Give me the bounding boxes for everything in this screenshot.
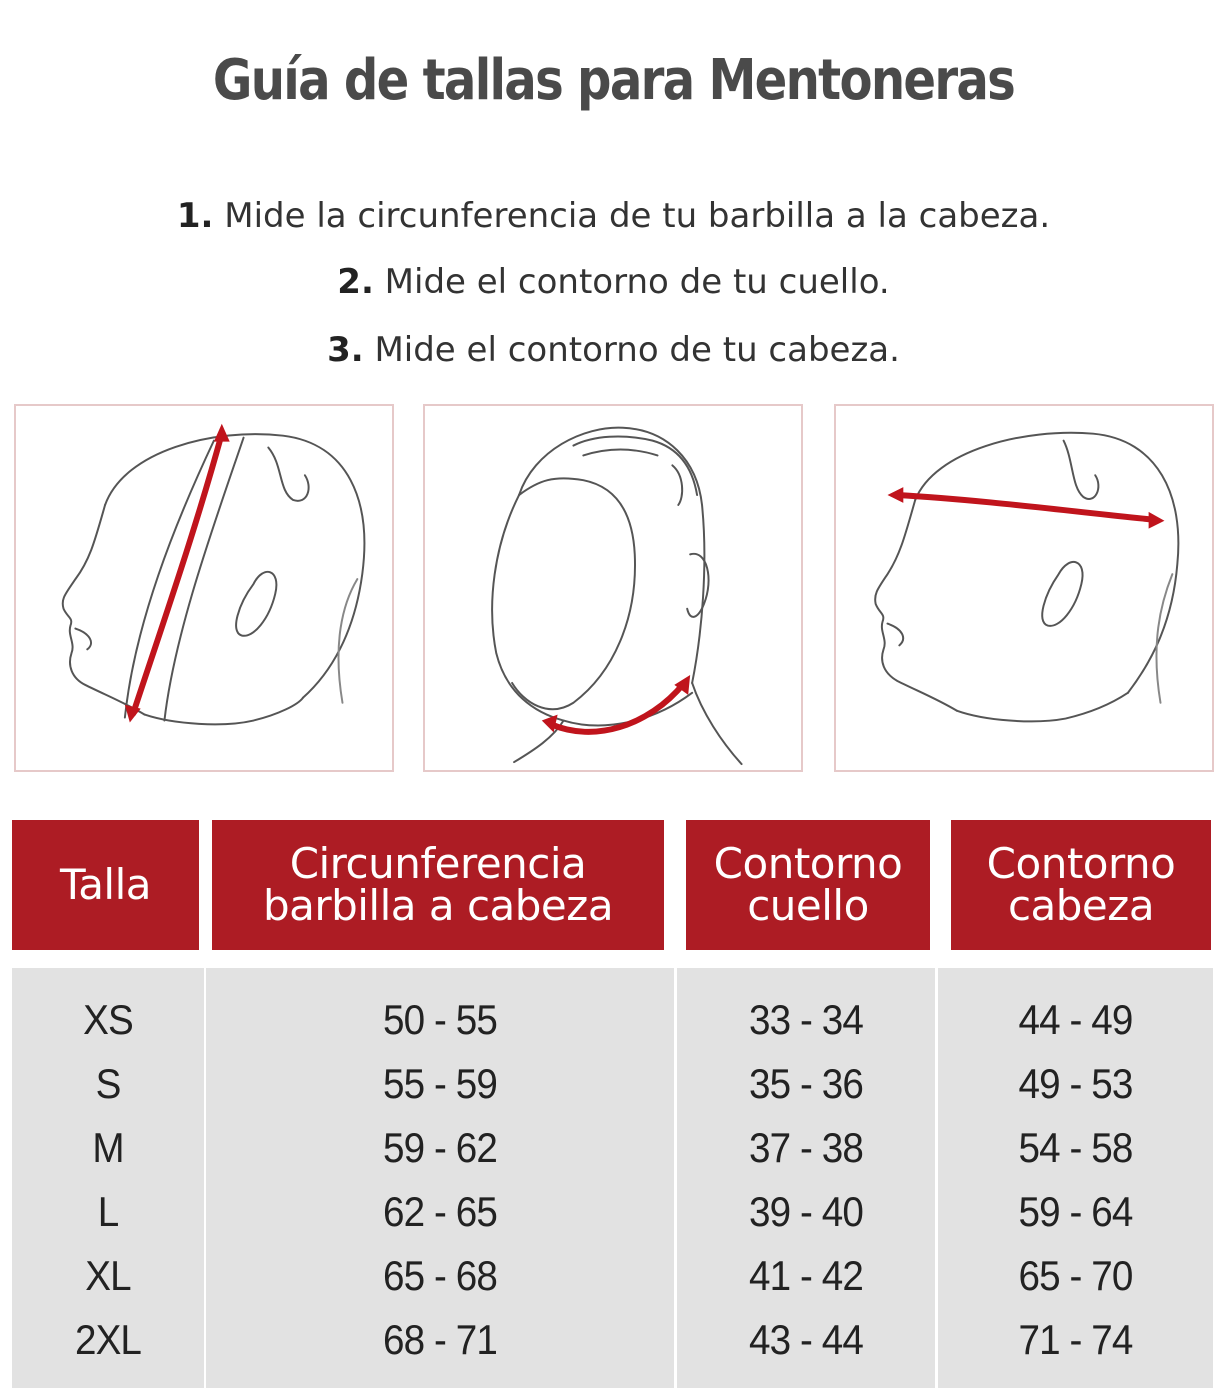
table-cell: 39 - 40: [749, 1188, 863, 1235]
table-cell: 50 - 55: [383, 996, 497, 1043]
step-2: [0, 262, 1227, 302]
table-cell: 33 - 34: [749, 996, 863, 1043]
table-cell: 59 - 62: [383, 1124, 497, 1171]
page-title: Guía de tallas para Mentoneras: [212, 48, 1015, 113]
table-cell: 68 - 71: [383, 1316, 497, 1363]
head-back-icon: [425, 406, 801, 770]
illustration-neck-contour: [423, 404, 803, 772]
step-text: Mide la circunferencia de tu barbilla a la cabeza.: [213, 196, 1051, 236]
table-cell: 44 - 49: [1018, 996, 1133, 1043]
table-cell: XS: [83, 996, 133, 1043]
column-header-neck: [686, 820, 930, 950]
header-line: cabeza: [1007, 881, 1155, 930]
table-cell: 49 - 53: [1018, 1060, 1133, 1107]
table-cell: 54 - 58: [1018, 1124, 1133, 1171]
table-cell: 37 - 38: [749, 1124, 863, 1171]
step-text: Mide el contorno de tu cuello.: [373, 262, 890, 302]
step-number: 2.: [337, 262, 374, 302]
table-cell: 41 - 42: [749, 1252, 863, 1299]
header-line: Contorno: [986, 839, 1176, 888]
table-cell: L: [97, 1188, 119, 1235]
step-text: Mide el contorno de tu cabeza.: [363, 330, 900, 370]
illustration-head-contour: [834, 404, 1214, 772]
table-cell: XL: [85, 1252, 131, 1299]
table-cell: 35 - 36: [749, 1060, 863, 1107]
table-cell: 71 - 74: [1018, 1316, 1133, 1363]
header-line: Contorno: [713, 839, 903, 888]
table-cell: 62 - 65: [383, 1188, 497, 1235]
table-cell: M: [92, 1124, 124, 1171]
step-number: 3.: [327, 330, 364, 370]
header-line: Talla: [59, 860, 151, 909]
step-1: [0, 196, 1227, 236]
step-number: 1.: [176, 196, 214, 236]
header-line: cuello: [747, 881, 869, 930]
header-line: barbilla a cabeza: [262, 881, 614, 930]
table-cell: S: [95, 1060, 121, 1107]
table-cell: 43 - 44: [749, 1316, 863, 1363]
step-3: [0, 330, 1227, 370]
table-cell: 55 - 59: [383, 1060, 497, 1107]
column-header-chin-to-head: [212, 820, 664, 950]
table-cell: 65 - 68: [383, 1252, 497, 1299]
head-profile-icon: [836, 406, 1212, 770]
column-header-size: [12, 820, 199, 950]
column-header-head: [951, 820, 1211, 950]
table-cell: 59 - 64: [1018, 1188, 1133, 1235]
header-line: Circunferencia: [289, 839, 587, 888]
table-cell: 2XL: [74, 1316, 141, 1363]
table-cell: 65 - 70: [1018, 1252, 1133, 1299]
head-profile-icon: [16, 406, 392, 770]
illustration-chin-to-head: [14, 404, 394, 772]
